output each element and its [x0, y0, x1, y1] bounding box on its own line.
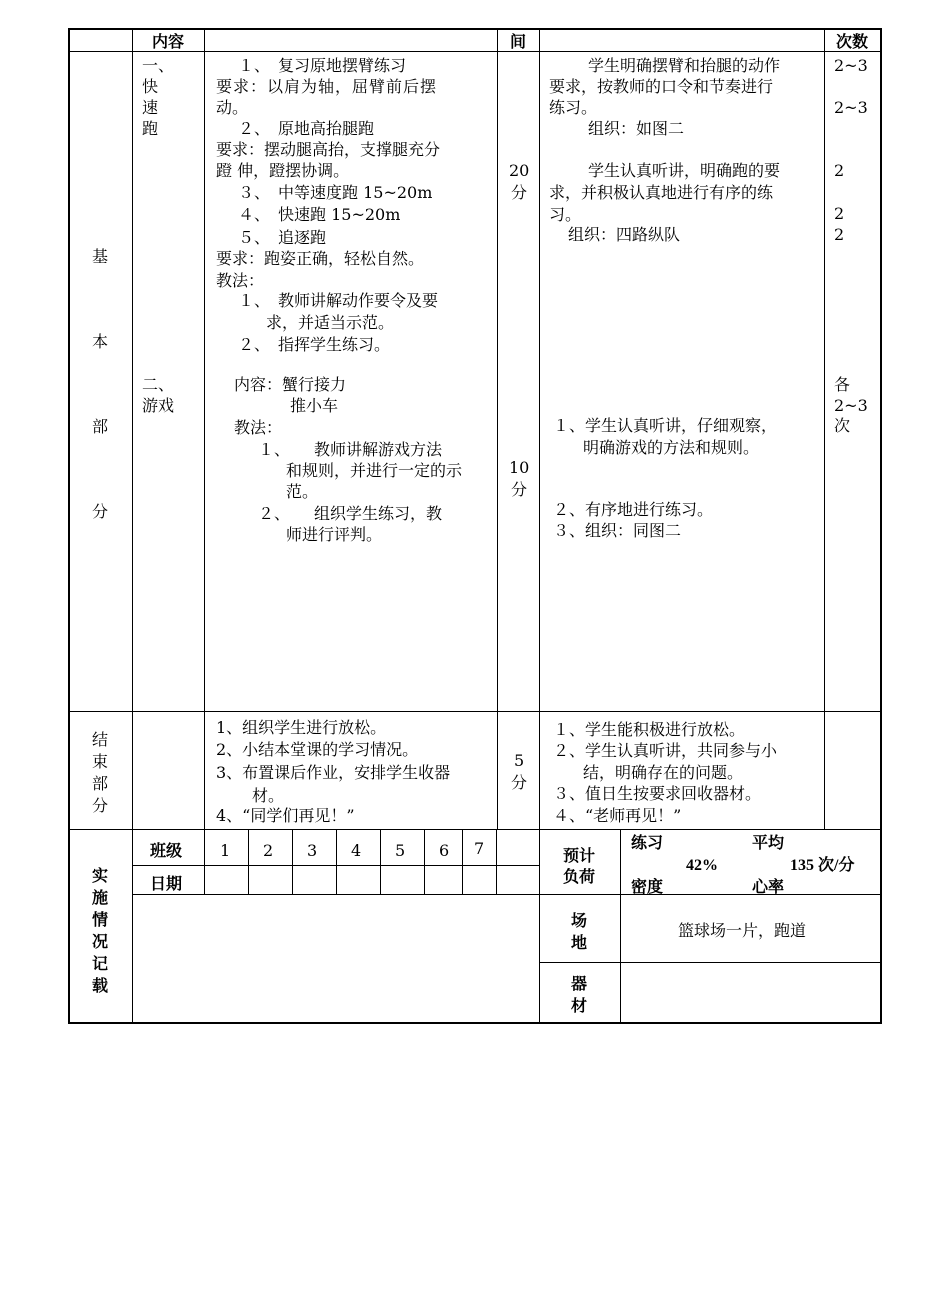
load-venue-divider: [540, 894, 882, 895]
record-label-char: 实: [92, 866, 109, 885]
class-grid-line: [424, 829, 425, 894]
count-value: 2: [834, 225, 845, 244]
ending-label-char: 结: [92, 730, 109, 749]
header-divider: [68, 51, 882, 52]
load-divider: [620, 829, 621, 1024]
time-unit: 分: [511, 183, 528, 202]
class-grid-line: [462, 829, 463, 894]
student-line: 练习。: [549, 98, 598, 117]
class-number: 7: [474, 839, 485, 858]
student-game-line: 明确游戏的方法和规则。: [583, 438, 760, 457]
col-divider-5: [824, 28, 825, 829]
game-line: ２、 组织学生练习，教: [258, 504, 443, 523]
game-line: 范。: [286, 482, 319, 501]
load-label: 预计: [563, 846, 596, 865]
table-border-right: [880, 28, 882, 1024]
game-line: 教法：: [234, 418, 283, 437]
basic-ending-divider: [68, 711, 882, 712]
game-line: 师进行评判。: [286, 525, 383, 544]
game-line: 内容：蟹行接力: [234, 375, 347, 394]
heart-label: 心率: [752, 877, 785, 896]
content-line: 要求：以肩为轴，屈臂前后摆: [216, 77, 438, 96]
game-count: 2~3: [834, 396, 868, 415]
record-label-char: 况: [92, 932, 109, 951]
item-label: 二、: [142, 375, 175, 394]
class-grid-line: [336, 829, 337, 894]
student-game-line: １、学生认真听讲，仔细观察，: [553, 416, 778, 435]
table-border-left: [68, 28, 70, 1024]
count-value: 2: [834, 161, 845, 180]
student-line: 组织：如图二: [588, 119, 685, 138]
game-line: 和规则，并进行一定的示: [286, 461, 463, 480]
class-label: 班级: [150, 841, 183, 860]
time-value: 20: [509, 161, 530, 180]
student-game-line: ３、组织：同图二: [553, 521, 682, 540]
equipment-label: 材: [571, 996, 588, 1015]
ending-student-line: 结，明确存在的问题。: [583, 763, 744, 782]
time-value: 10: [509, 458, 530, 477]
content-line: 求，并适当示范。: [266, 313, 395, 332]
class-grid-line: [292, 829, 293, 894]
ending-label-char: 部: [92, 774, 109, 793]
content-line: 要求：摆动腿高抬，支撑腿充分: [216, 140, 441, 159]
item-label: 速: [142, 98, 159, 117]
ending-line: 4、“同学们再见！”: [216, 806, 355, 825]
venue-value: 篮球场一片，跑道: [678, 921, 807, 940]
ending-label-char: 分: [92, 796, 109, 815]
equipment-label: 器: [571, 974, 588, 993]
density-label: 练习: [631, 833, 664, 852]
student-line: 求，并积极认真地进行有序的练: [549, 183, 774, 202]
density-value: 42%: [686, 857, 718, 874]
ending-label-char: 束: [92, 752, 109, 771]
student-line: 学生认真听讲，明确跑的要: [588, 161, 781, 180]
student-line: 要求，按教师的口令和节奏进行: [549, 77, 774, 96]
student-line: 习。: [549, 205, 582, 224]
content-line: ３、 中等速度跑 15~20m: [238, 183, 433, 202]
basic-label-char: 分: [92, 502, 109, 521]
header-time: 间: [510, 32, 527, 51]
class-number: 5: [395, 841, 406, 860]
heart-value: 135 次/分: [790, 857, 855, 874]
content-line: ２、 原地高抬腿跑: [238, 119, 375, 138]
ending-line: 1、组织学生进行放松。: [216, 718, 387, 737]
content-line: ５、 追逐跑: [238, 228, 327, 247]
item-label: 快: [142, 77, 159, 96]
venue-label: 地: [571, 933, 588, 952]
game-line: 推小车: [290, 396, 339, 415]
student-game-line: ２、有序地进行练习。: [553, 500, 714, 519]
record-label-char: 载: [92, 976, 109, 995]
content-line: 教法：: [216, 271, 265, 290]
ending-line: 材。: [252, 786, 285, 805]
record-label-char: 施: [92, 888, 109, 907]
class-grid-line: [248, 829, 249, 894]
load-label: 负荷: [563, 867, 596, 886]
col-divider-4: [539, 28, 540, 1024]
class-number: 3: [307, 841, 318, 860]
game-line: １、 教师讲解游戏方法: [258, 440, 443, 459]
basic-label-char: 部: [92, 417, 109, 436]
basic-label-char: 基: [92, 247, 109, 266]
count-value: 2~3: [834, 56, 868, 75]
col-divider-3: [497, 28, 498, 829]
ending-student-line: ３、值日生按要求回收器材。: [553, 784, 762, 803]
ending-time-unit: 分: [511, 773, 528, 792]
time-unit: 分: [511, 480, 528, 499]
header-content: 内容: [152, 32, 185, 51]
ending-student-line: ２、学生认真听讲，共同参与小: [553, 741, 778, 760]
table-border-bottom: [68, 1022, 882, 1024]
density-label: 密度: [631, 877, 664, 896]
table-border-top: [68, 28, 882, 30]
item-label: 游戏: [142, 396, 175, 415]
ending-line: 2、小结本堂课的学习情况。: [216, 740, 419, 759]
game-count: 次: [834, 416, 851, 435]
basic-label-char: 本: [92, 332, 109, 351]
class-number: 2: [263, 841, 274, 860]
venue-label: 场: [571, 911, 588, 930]
ending-line: 3、布置课后作业，安排学生收器: [216, 763, 451, 782]
record-label-char: 情: [92, 910, 109, 929]
content-line: ４、 快速跑 15~20m: [238, 205, 401, 224]
ending-record-divider: [68, 829, 882, 830]
ending-student-line: １、学生能积极进行放松。: [553, 720, 746, 739]
item-label: 一、: [142, 56, 175, 75]
content-line: 蹬 伸，蹬摆协调。: [216, 161, 350, 180]
date-label: 日期: [150, 874, 183, 893]
class-grid-line: [204, 829, 205, 894]
content-line: １、 复习原地摆臂练习: [238, 56, 407, 75]
class-grid-line: [496, 829, 497, 894]
student-line: 组织：四路纵队: [568, 225, 681, 244]
game-count: 各: [834, 375, 851, 394]
content-line: １、 教师讲解动作要令及要: [238, 291, 439, 310]
count-value: 2~3: [834, 98, 868, 117]
class-number: 6: [439, 841, 450, 860]
venue-equipment-divider: [540, 962, 882, 963]
heart-label: 平均: [752, 833, 785, 852]
col-divider-2: [204, 28, 205, 829]
date-bottom-divider: [132, 894, 540, 895]
class-number: 4: [351, 841, 362, 860]
content-line: 要求：跑姿正确，轻松自然。: [216, 249, 425, 268]
ending-time-value: 5: [514, 751, 525, 770]
count-value: 2: [834, 204, 845, 223]
student-line: 学生明确摆臂和抬腿的动作: [588, 56, 781, 75]
record-label-char: 记: [92, 954, 109, 973]
content-line: ２、 指挥学生练习。: [238, 335, 391, 354]
class-number: 1: [220, 841, 231, 860]
content-line: 动。: [216, 98, 249, 117]
ending-student-line: ４、“老师再见！”: [553, 806, 682, 825]
item-label: 跑: [142, 119, 159, 138]
col-divider-1: [132, 28, 133, 1024]
header-count: 次数: [836, 32, 869, 51]
class-grid-line: [380, 829, 381, 894]
